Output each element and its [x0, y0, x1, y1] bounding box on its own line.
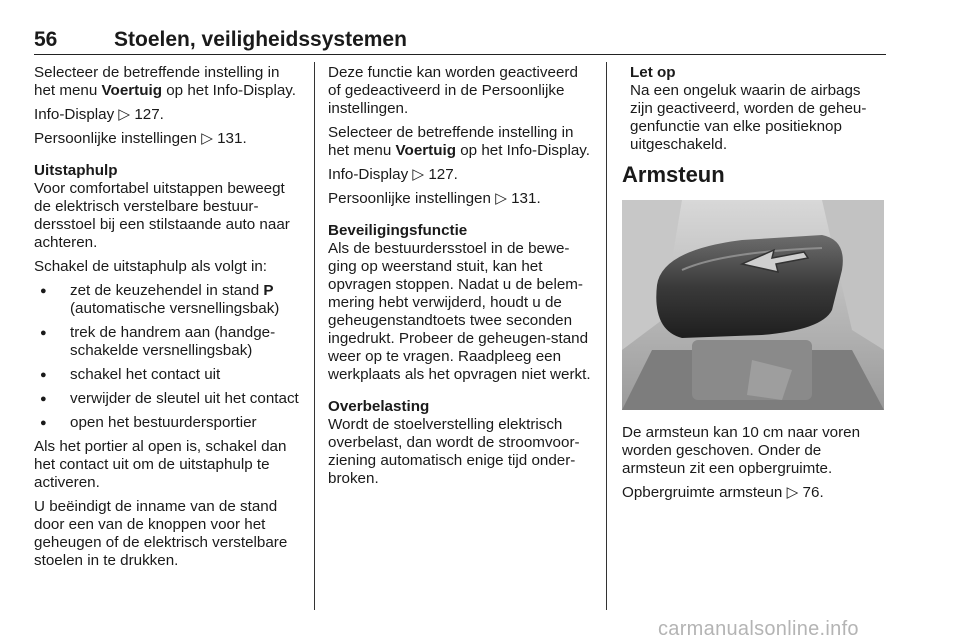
- paragraph: Voor comfortabel uitstappen beweegt de elektrisch verstelbare bestuur-dersstoel bij een stilstaande auto naar achteren.: [34, 180, 290, 251]
- cross-reference: Opbergruimte armsteun ▷ 76.: [622, 484, 824, 501]
- list-item: ● verwijder de sleutel uit het contact: [34, 390, 300, 408]
- column-divider: [314, 62, 315, 610]
- watermark: carmanualsonline.info: [658, 618, 859, 640]
- page-ref-arrow-icon: ▷: [201, 130, 213, 147]
- cross-reference: Info-Display ▷ 127.: [328, 166, 458, 183]
- column-divider: [606, 62, 607, 610]
- note-text: Na een ongeluk waarin de airbags zijn geactiveerd, worden de geheu-genfunctie van elke positieknop uitgeschakeld.: [630, 82, 867, 153]
- cross-reference: Info-Display ▷ 127.: [34, 106, 164, 123]
- page-ref-arrow-icon: ▷: [118, 106, 131, 123]
- list-item: ● trek de handrem aan (handge-schakelde versnellingsbak): [34, 324, 300, 360]
- subheading: Overbelasting: [328, 398, 430, 415]
- section-title: Armsteun: [622, 162, 725, 187]
- page-number: 56: [34, 28, 58, 51]
- paragraph: De armsteun kan 10 cm naar voren worden geschoven. Onder de armsteun zit een opbergruimte.: [622, 424, 861, 477]
- paragraph: Selecteer de betreffende instelling in het menu Voertuig op het Info-Display.: [34, 64, 296, 99]
- paragraph: Schakel de uitstaphulp als volgt in:: [34, 258, 268, 275]
- subheading: Uitstaphulp: [34, 162, 118, 179]
- column-2: [328, 64, 594, 494]
- cross-reference: Persoonlijke instellingen ▷ 131.: [328, 190, 541, 207]
- note-heading: Let op: [630, 64, 676, 81]
- list-item: ● zet de keuzehendel in stand P (automatische versnellingsbak): [34, 282, 300, 318]
- note-box: [622, 64, 886, 154]
- column-1: [34, 64, 300, 576]
- page-header: [34, 26, 886, 55]
- bullet-list: [34, 282, 300, 432]
- paragraph: Als het portier al open is, schakel dan het contact uit om de uitstaphulp te activeren.: [34, 438, 287, 491]
- page-ref-arrow-icon: ▷: [412, 166, 425, 183]
- list-item: ● open het bestuurdersportier: [34, 414, 300, 432]
- column-3: [622, 64, 886, 508]
- page-title: Stoelen, veiligheidssystemen: [114, 28, 407, 51]
- paragraph: U beëindigt de inname van de stand door een van de knoppen voor het geheugen of de elektrisch verstelbare stoelen in te drukken.: [34, 498, 288, 569]
- cross-reference: Persoonlijke instellingen ▷ 131.: [34, 130, 247, 147]
- list-item: ● schakel het contact uit: [34, 366, 300, 384]
- paragraph: Wordt de stoelverstelling elektrisch overbelast, dan wordt de stroomvoor-ziening automatisch enige tijd onder-broken.: [328, 416, 580, 487]
- page-ref-arrow-icon: ▷: [495, 190, 507, 207]
- armrest-photo: [622, 200, 884, 410]
- page-ref-arrow-icon: ▷: [786, 484, 799, 501]
- paragraph: Deze functie kan worden geactiveerd of gedeactiveerd in de Persoonlijke instellingen.: [328, 64, 578, 117]
- paragraph: Als de bestuurdersstoel in de bewe-ging op weerstand stuit, kan het opvragen stoppen. Nadat u de belem-mering hebt verwijderd, houdt u de geheugenstandtoets twee seconden ingedrukt. Probeer de geheugen-stand weer op te vragen. Raadpleeg een werkplaats als het opvragen niet werkt.: [328, 240, 591, 383]
- paragraph: Selecteer de betreffende instelling in het menu Voertuig op het Info-Display.: [328, 124, 590, 159]
- subheading: Beveiligingsfunctie: [328, 222, 468, 239]
